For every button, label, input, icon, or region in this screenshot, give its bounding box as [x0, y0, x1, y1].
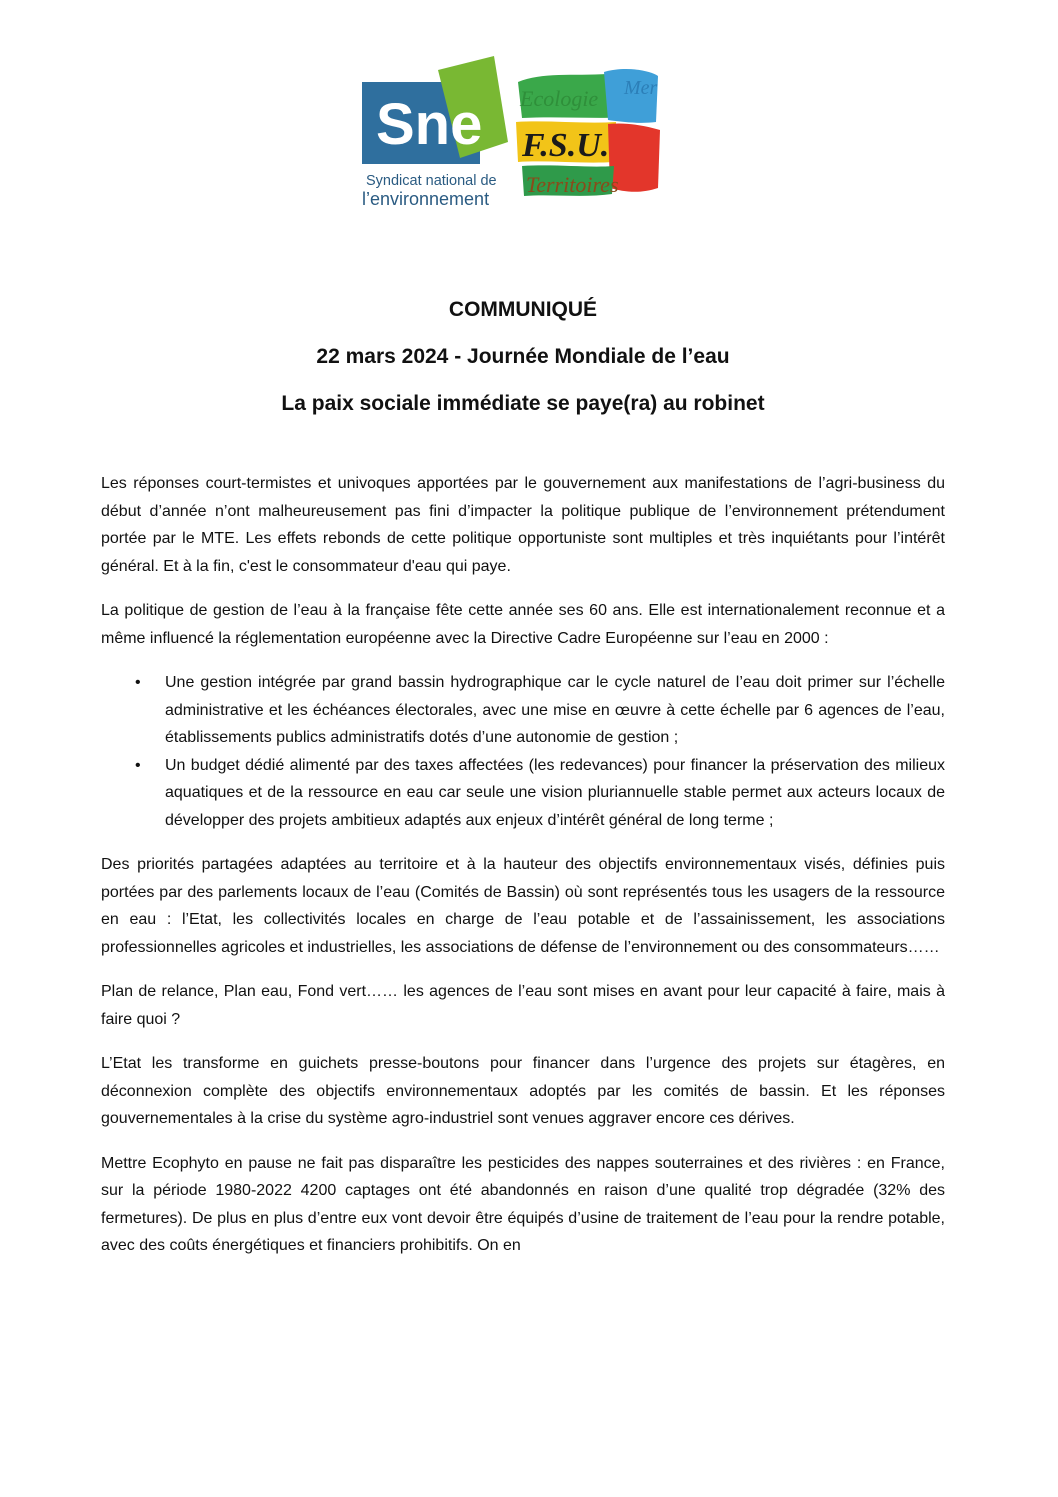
- paragraph-5: L’Etat les transforme en guichets presse-boutons pour financer dans l’urgence des projets sur étagères, en déconnexion complète des objectifs environnementaux adoptés par les comités de bassin. Et les réponses gouvernementales à la crise du système agro-industriel sont venues aggraver encore ces dérives.: [101, 1055, 945, 1127]
- bullet-icon: •: [135, 756, 141, 774]
- list-item-text: Un budget dédié alimenté par des taxes affectées (les redevances) pour financer la préservation des milieux aquatiques et de la ressource en eau car seule une vision pluriannuelle stable permet aux acteurs locaux de développer des projets ambitieux adaptés aux enjeux d’intérêt général de long terme ;: [165, 756, 945, 829]
- sne-caption-line2: l’environnement: [362, 189, 490, 209]
- fsu-top-word-right: Mer: [624, 77, 658, 99]
- sne-caption-line1: Syndicat national de: [366, 173, 497, 189]
- title-headline: La paix sociale immédiate se paye(ra) au robinet: [281, 392, 765, 415]
- paragraph-2: La politique de gestion de l’eau à la française fête cette année ses 60 ans. Elle est internationalement reconnue et a même influencé la réglementation européenne avec la Directive Cadre Européenne sur l’eau en 2000 :: [101, 602, 945, 647]
- paragraph-3: Des priorités partagées adaptées au territoire et à la hauteur des objectifs environnementaux visés, définies puis portées par des parlements locaux de l’eau (Comités de Bassin) où sont représentés tous les usagers de la ressource en eau : l’Etat, les collectivités locales en charge de l’eau potable et de l’assainissement, les associations professionnelles agricoles et industrielles, les associations de défense de l’environnement ou des consommateurs……: [101, 856, 945, 956]
- paragraph-4: Plan de relance, Plan eau, Fond vert…… les agences de l’eau sont mises en avant pour leur capacité à faire, mais à faire quoi ?: [101, 983, 945, 1028]
- title-communique: COMMUNIQUÉ: [448, 298, 598, 321]
- sne-acronym: Sne: [376, 92, 483, 157]
- body-text: [101, 470, 945, 1277]
- title-date-event: 22 mars 2024 - Journée Mondiale de l’eau: [316, 345, 730, 368]
- list-item: [101, 669, 945, 752]
- fsu-top-word: Ecologie: [520, 86, 599, 111]
- bullet-list: [101, 669, 945, 834]
- title-block: [100, 294, 946, 435]
- list-item: [101, 752, 945, 835]
- fsu-logo: [512, 64, 662, 206]
- list-item-text: Une gestion intégrée par grand bassin hydrographique car le cycle naturel de l’eau doit primer sur l’échelle administrative et les échéances électorales, avec une mise en œuvre à cette échelle par 6 agences de l’eau, établissements publics administratifs dotés d’une autonomie de gestion ;: [165, 674, 945, 746]
- sne-logo: [362, 56, 510, 212]
- fsu-bottom-word: Territoires: [526, 172, 619, 197]
- bullet-icon: •: [135, 674, 141, 691]
- fsu-acronym: F.S.U.: [522, 127, 610, 164]
- paragraph-6: Mettre Ecophyto en pause ne fait pas disparaître les pesticides des nappes souterraines et des rivières : en France, sur la période 1980-2022 4200 captages ont été abandonnés en raison d’une qualité trop dégradée (32% des fermetures). De plus en plus d’entre eux vont devoir être équipés d’usine de traitement de l’eau pour la rendre potable, avec des coûts énergétiques et financiers prohibitifs. On en: [101, 1154, 945, 1254]
- paragraph-1: Les réponses court-termistes et univoques apportées par le gouvernement aux manifestations de l’agri-business du début d’année n’ont malheureusement pas fini d’impacter la politique publique de l’environnement prétendument portée par le MTE. Les effets rebonds de cette politique opportuniste sont multiples et très inquiétants pour l’intérêt général. Et à la fin, c'est le consommateur d'eau qui paye.: [101, 475, 945, 575]
- header-logos: [362, 56, 672, 212]
